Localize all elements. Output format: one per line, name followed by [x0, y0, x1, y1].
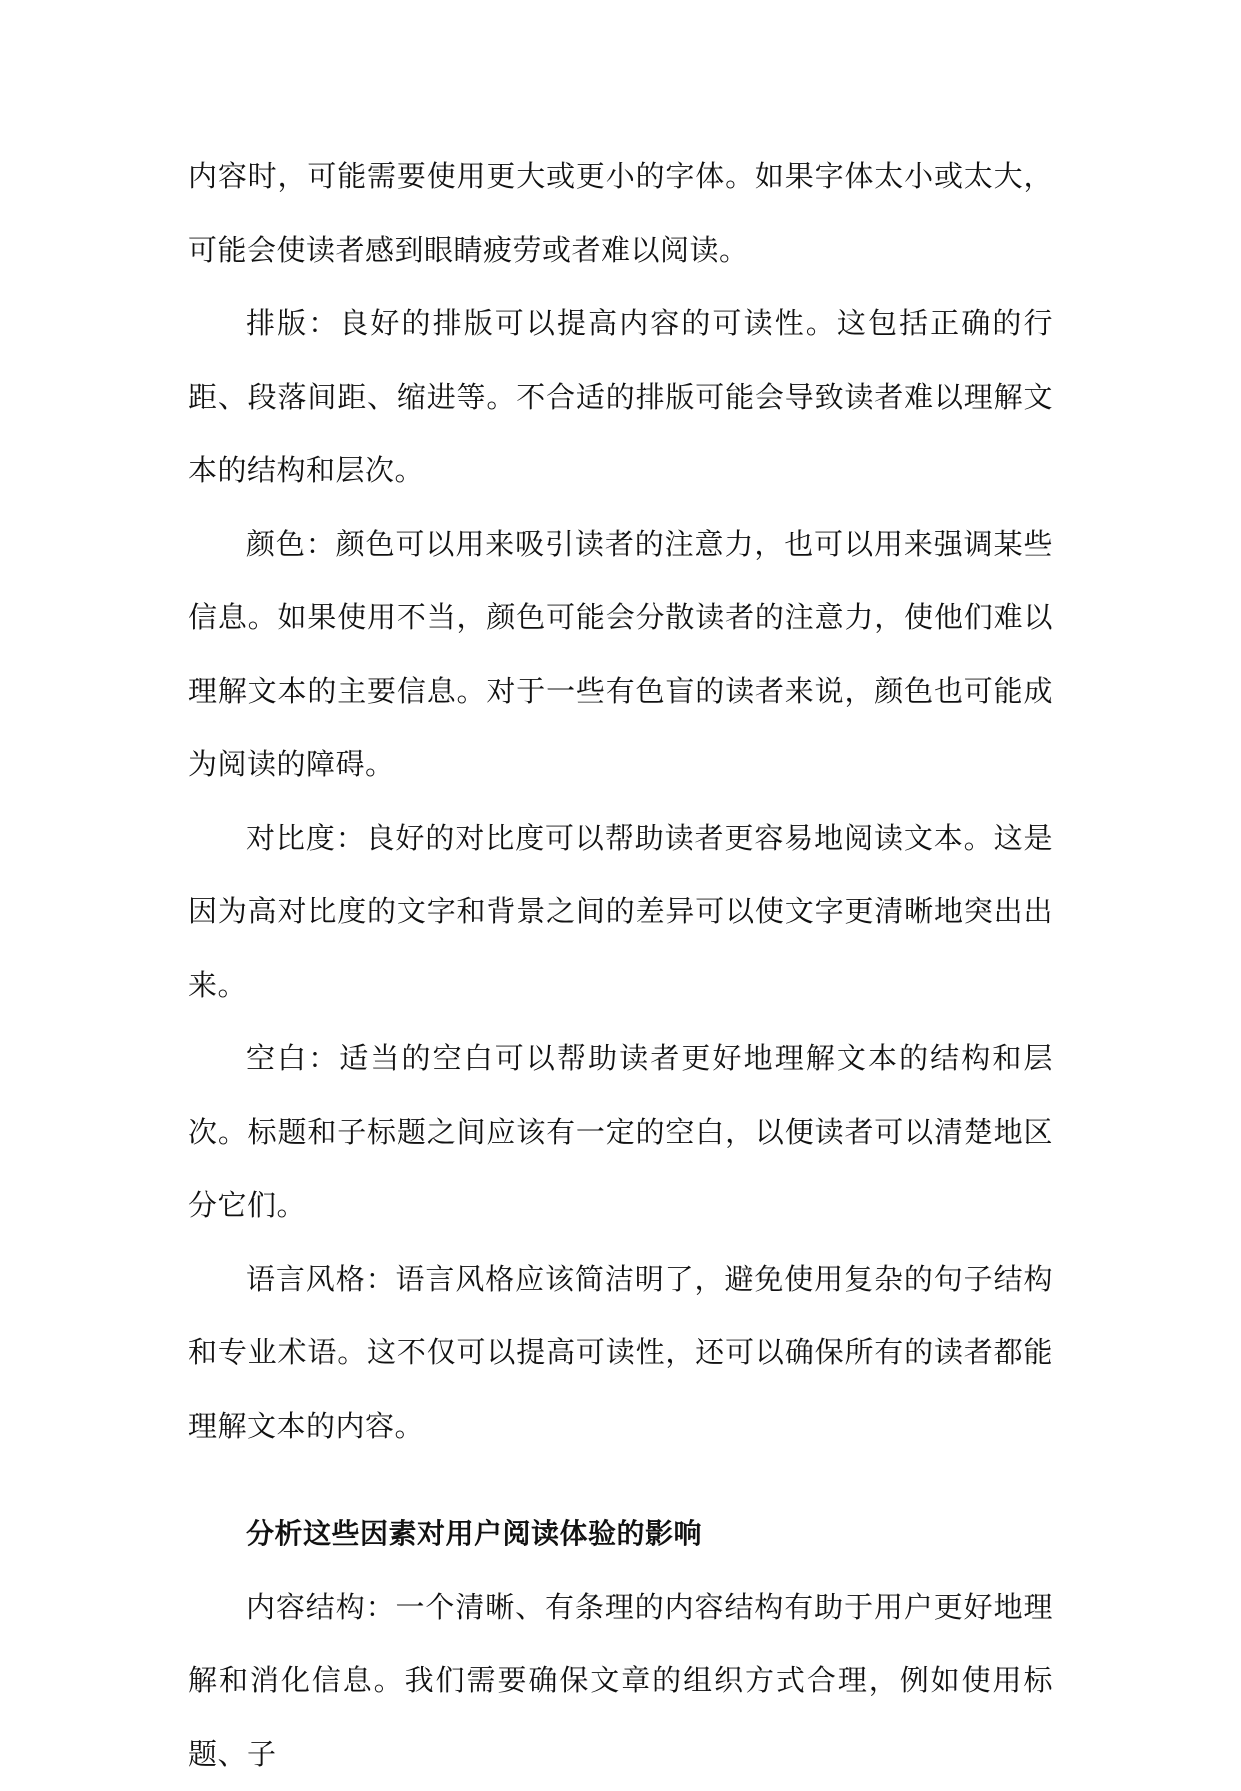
paragraph-font-size-continued: 内容时，可能需要使用更大或更小的字体。如果字体太小或太大，可能会使读者感到眼睛疲劳或者难以阅读。: [188, 140, 1053, 287]
paragraph-color: 颜色：颜色可以用来吸引读者的注意力，也可以用来强调某些信息。如果使用不当，颜色可能会分散读者的注意力，使他们难以理解文本的主要信息。对于一些有色盲的读者来说，颜色也可能成为阅读的障碍。: [188, 508, 1053, 802]
paragraph-content-structure: 内容结构：一个清晰、有条理的内容结构有助于用户更好地理解和消化信息。我们需要确保文章的组织方式合理，例如使用标题、子: [188, 1571, 1053, 1791]
paragraph-contrast: 对比度：良好的对比度可以帮助读者更容易地阅读文本。这是因为高对比度的文字和背景之间的差异可以使文字更清晰地突出出来。: [188, 802, 1053, 1023]
paragraph-layout: 排版：良好的排版可以提高内容的可读性。这包括正确的行距、段落间距、缩进等。不合适的排版可能会导致读者难以理解文本的结构和层次。: [188, 287, 1053, 508]
text-column: [188, 140, 1053, 1791]
section-heading: 分析这些因素对用户阅读体验的影响: [188, 1497, 1053, 1571]
paragraph-whitespace: 空白：适当的空白可以帮助读者更好地理解文本的结构和层次。标题和子标题之间应该有一定的空白，以便读者可以清楚地区分它们。: [188, 1022, 1053, 1243]
paragraph-language-style: 语言风格：语言风格应该简洁明了，避免使用复杂的句子结构和专业术语。这不仅可以提高可读性，还可以确保所有的读者都能理解文本的内容。: [188, 1243, 1053, 1464]
